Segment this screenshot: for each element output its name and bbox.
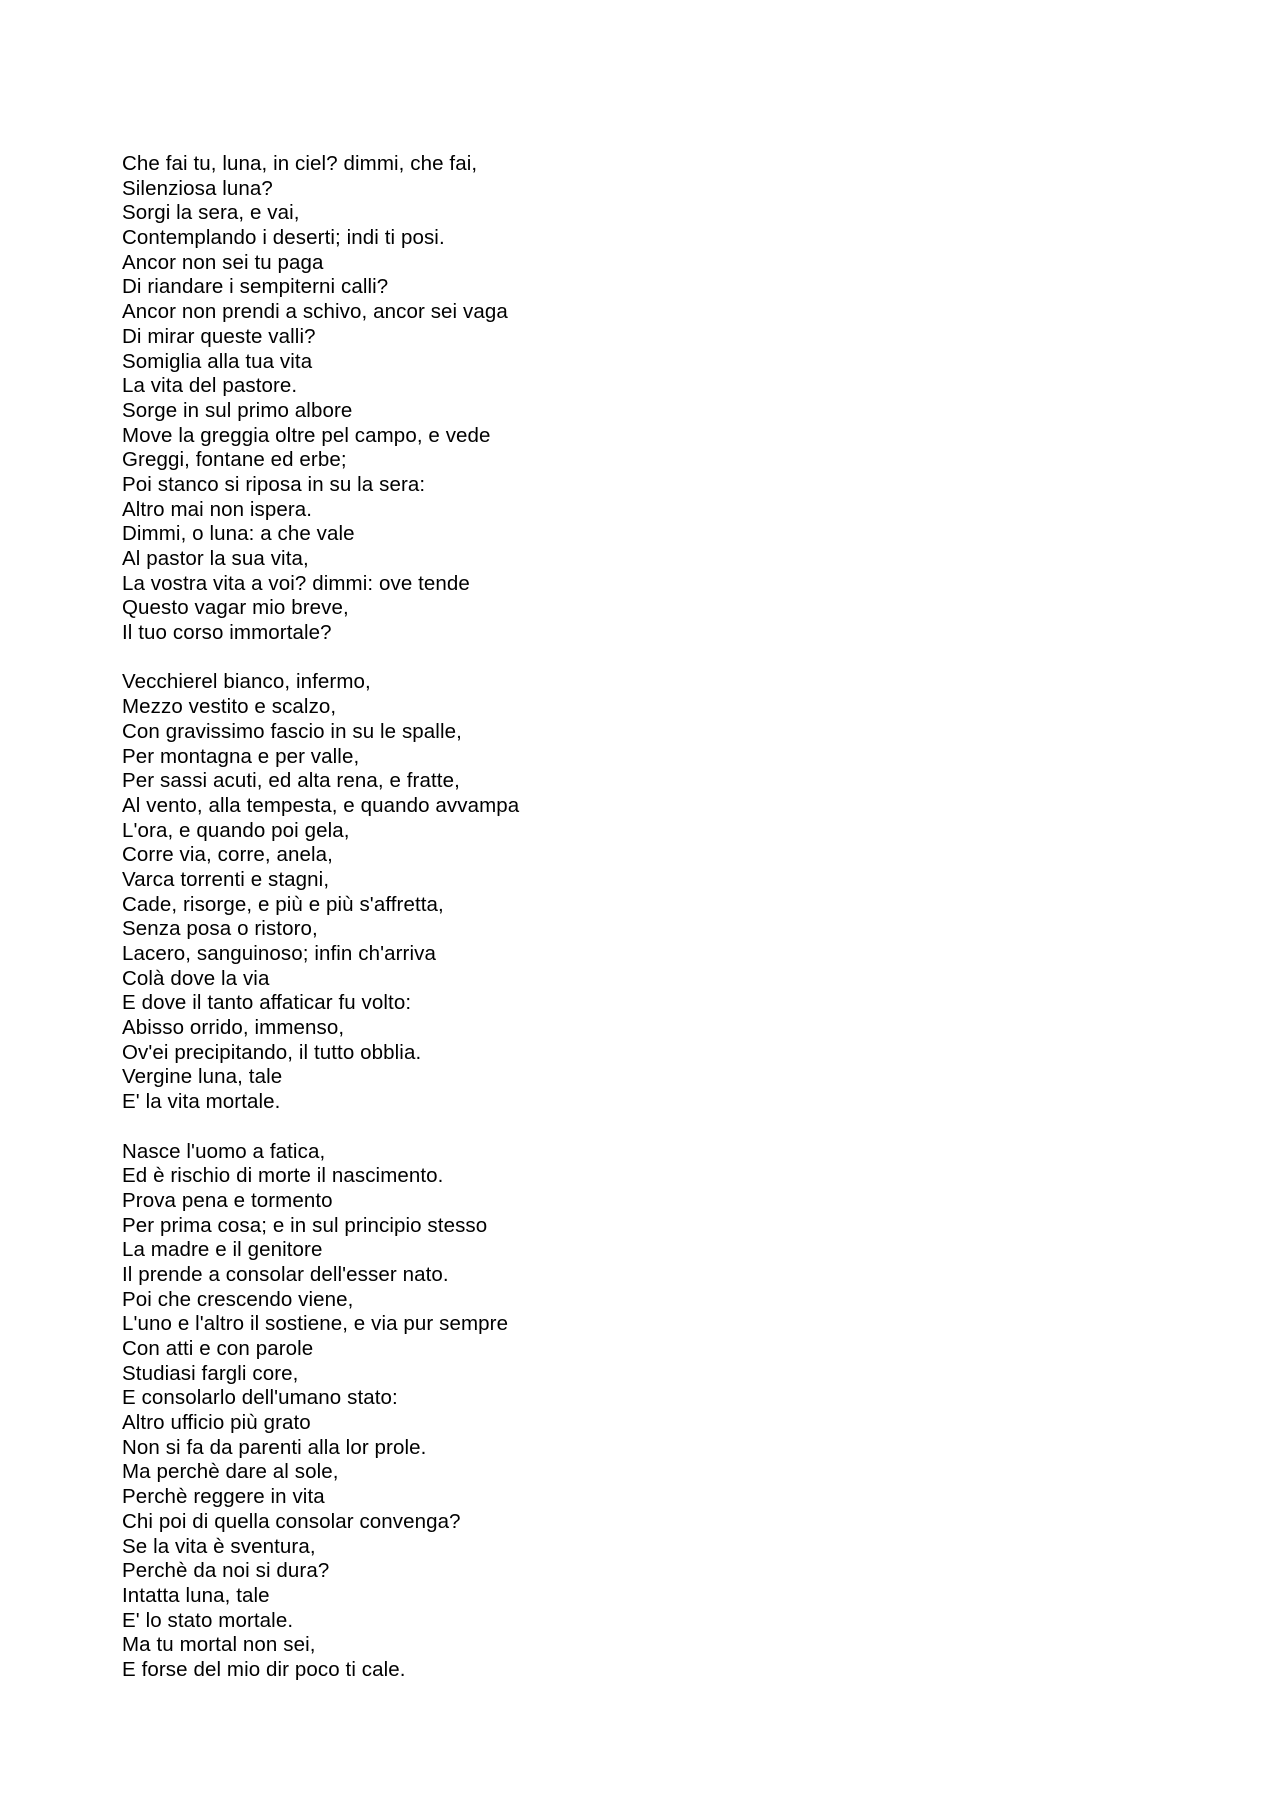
poem-line: Move la greggia oltre pel campo, e vede	[122, 423, 491, 447]
poem-line: Vergine luna, tale	[122, 1065, 283, 1089]
poem-line: Altro mai non ispera.	[122, 497, 313, 521]
poem-line: Greggi, fontane ed erbe;	[122, 448, 347, 472]
poem-line: Mezzo vestito e scalzo,	[122, 695, 337, 719]
poem-line: Contemplando i deserti; indi ti posi.	[122, 226, 445, 250]
poem-line: Prova pena e tormento	[122, 1188, 333, 1212]
poem-line: Abisso orrido, immenso,	[122, 1016, 345, 1040]
poem-line: Ancor non sei tu paga	[122, 250, 324, 274]
poem-line: Non si fa da parenti alla lor prole.	[122, 1435, 427, 1459]
poem-line: Per prima cosa; e in sul principio stesso	[122, 1213, 488, 1237]
poem-line: Dimmi, o luna: a che vale	[122, 522, 355, 546]
poem-line: E' la vita mortale.	[122, 1090, 281, 1114]
poem-line: Al vento, alla tempesta, e quando avvampa	[122, 793, 520, 817]
stanza-2	[122, 670, 1022, 1114]
poem-line: Per sassi acuti, ed alta rena, e fratte,	[122, 769, 460, 793]
poem-line: Con atti e con parole	[122, 1337, 314, 1360]
poem-line: Vecchierel bianco, infermo,	[122, 670, 371, 694]
poem-line: E dove il tanto affaticar fu volto:	[122, 991, 412, 1015]
poem-line: Al pastor la sua vita,	[122, 547, 309, 570]
poem-line: Di mirar queste valli?	[122, 324, 316, 348]
poem-line: Colà dove la via	[122, 966, 270, 990]
poem-line: Ov'ei precipitando, il tutto obblia.	[122, 1040, 422, 1064]
poem-line: Somiglia alla tua vita	[122, 349, 313, 373]
poem-line: La madre e il genitore	[122, 1238, 323, 1262]
poem-line: La vita del pastore.	[122, 374, 298, 398]
poem-line: Ma perchè dare al sole,	[122, 1460, 339, 1484]
poem-line: Con gravissimo fascio in su le spalle,	[122, 719, 462, 743]
poem-line: Poi che crescendo viene,	[122, 1287, 354, 1311]
stanza-1	[122, 152, 1022, 646]
poem-line: La vostra vita a voi? dimmi: ove tende	[122, 571, 470, 595]
poem-line: Che fai tu, luna, in ciel? dimmi, che fai,	[122, 152, 478, 175]
poem-line: Senza posa o ristoro,	[122, 917, 318, 941]
poem-line: Ancor non prendi a schivo, ancor sei vaga	[122, 300, 508, 324]
poem-line: Lacero, sanguinoso; infin ch'arriva	[122, 942, 436, 965]
poem-line: Nasce l'uomo a fatica,	[122, 1139, 326, 1163]
poem-line: Studiasi fargli core,	[122, 1361, 299, 1385]
poem-line: E forse del mio dir poco ti cale.	[122, 1657, 406, 1681]
poem-line: E' lo stato mortale.	[122, 1608, 294, 1632]
poem-line: Il prende a consolar dell'esser nato.	[122, 1262, 449, 1286]
poem-line: Perchè da noi si dura?	[122, 1559, 330, 1583]
poem-line: Intatta luna, tale	[122, 1583, 270, 1607]
poem-line: Perchè reggere in vita	[122, 1485, 325, 1509]
poem-line: Altro ufficio più grato	[122, 1411, 311, 1435]
poem-line: Ed è rischio di morte il nascimento.	[122, 1164, 444, 1188]
poem-line: Sorge in sul primo albore	[122, 398, 353, 422]
poem-line: Ma tu mortal non sei,	[122, 1633, 316, 1657]
poem-line: Cade, risorge, e più e più s'affretta,	[122, 892, 444, 916]
poem-line: Varca torrenti e stagni,	[122, 867, 330, 891]
poem-line: Di riandare i sempiterni calli?	[122, 275, 389, 299]
poem-line: Sorgi la sera, e vai,	[122, 201, 300, 225]
poem-line: Corre via, corre, anela,	[122, 843, 333, 867]
poem-line: Poi stanco si riposa in su la sera:	[122, 472, 426, 496]
poem-line: Per montagna e per valle,	[122, 744, 360, 768]
poem-line: L'uno e l'altro il sostiene, e via pur sempre	[122, 1312, 509, 1336]
poem-line: Chi poi di quella consolar convenga?	[122, 1509, 461, 1533]
poem-line: L'ora, e quando poi gela,	[122, 818, 350, 842]
poem-line: Il tuo corso immortale?	[122, 621, 332, 645]
stanza-3	[122, 1140, 1022, 1683]
poem-line: Silenziosa luna?	[122, 176, 273, 200]
poem-line: Se la vita è sventura,	[122, 1534, 316, 1558]
poem-text	[122, 152, 1022, 1683]
poem-line: Questo vagar mio breve,	[122, 596, 349, 620]
poem-line: E consolarlo dell'umano stato:	[122, 1386, 398, 1410]
